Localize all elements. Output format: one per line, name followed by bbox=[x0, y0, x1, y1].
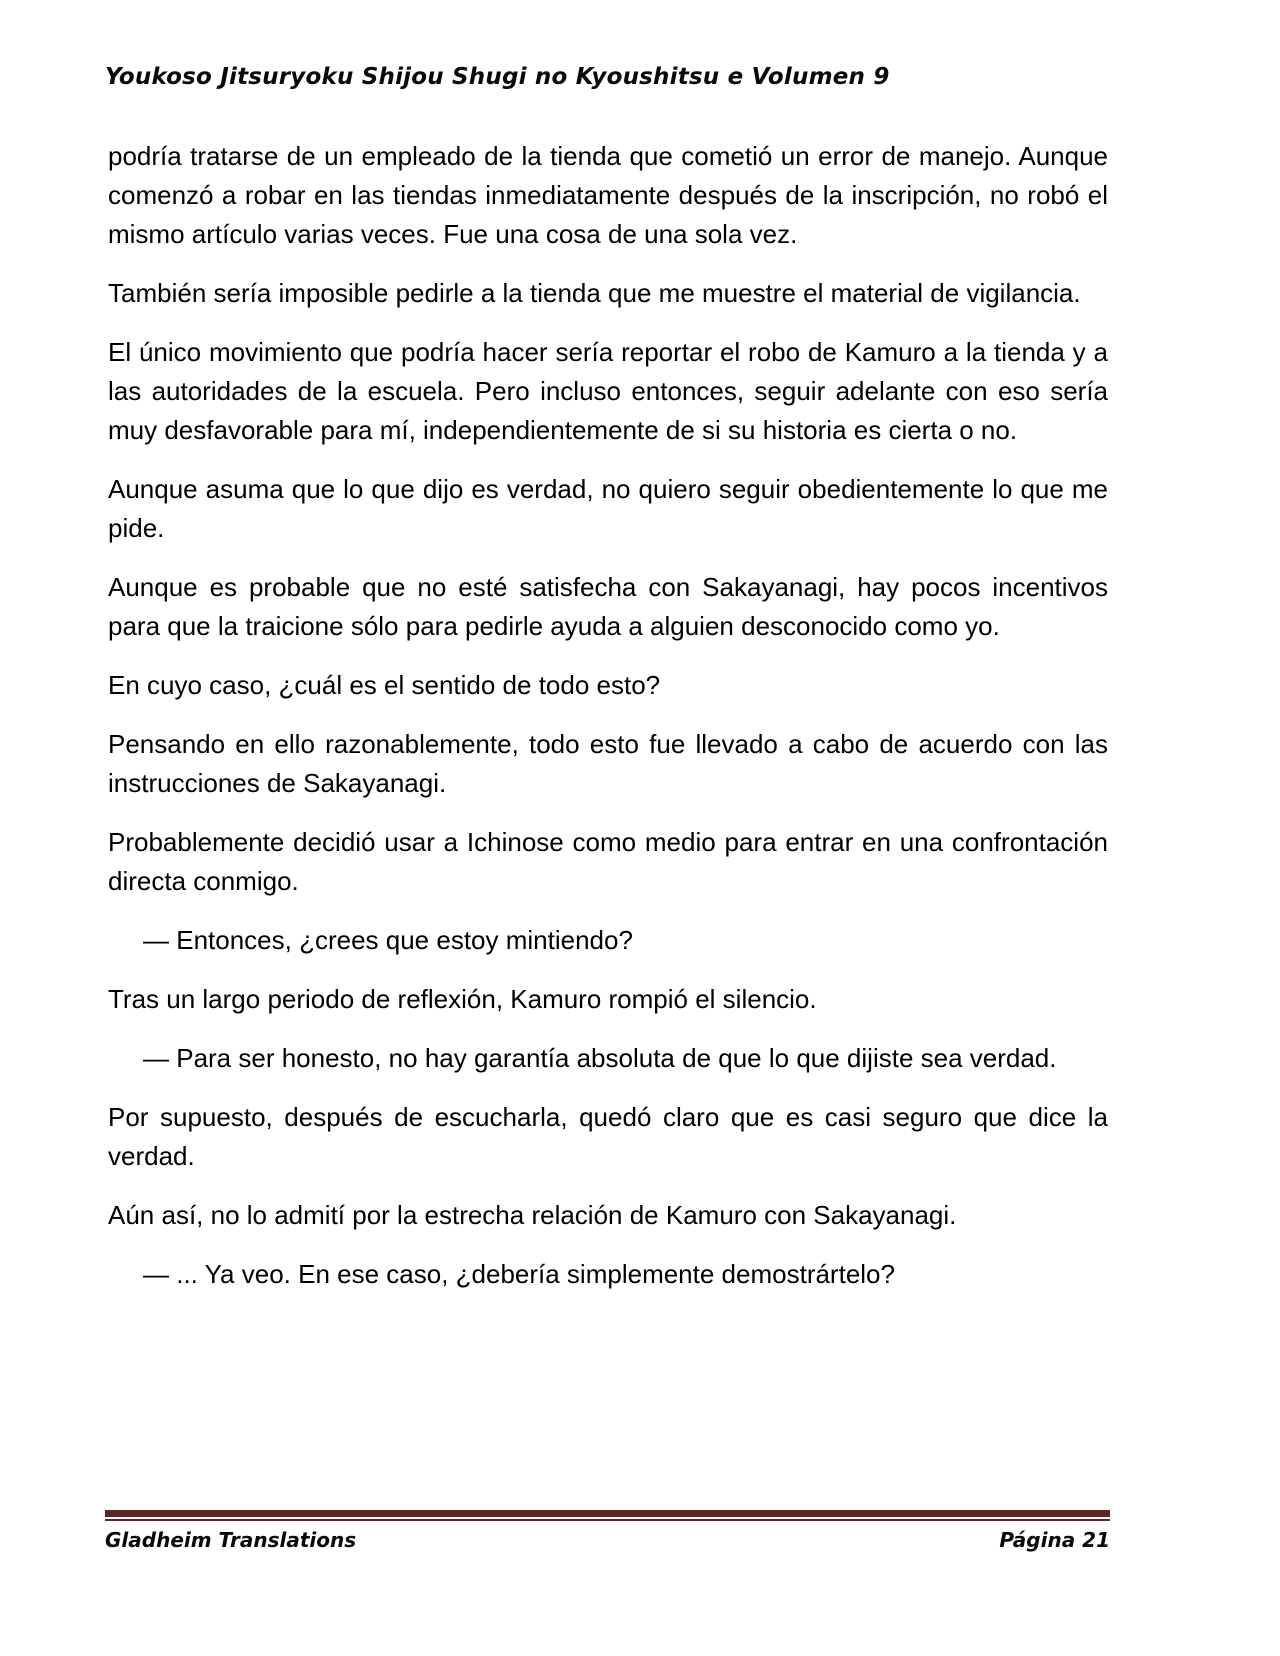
page-header-title: Youkoso Jitsuryoku Shijou Shugi no Kyoushitsu e Volumen 9 bbox=[105, 64, 890, 90]
page-footer bbox=[105, 1510, 1110, 1552]
paragraph-2: También sería imposible pedirle a la tienda que me muestre el material de vigilancia. bbox=[108, 278, 1081, 308]
paragraph-10: Por supuesto, después de escucharla, quedó claro que es casi seguro que dice la verdad. bbox=[108, 1102, 1108, 1171]
paragraph-8: Probablemente decidió usar a Ichinose como medio para entrar en una confrontación directa conmigo. bbox=[108, 827, 1108, 896]
dialogue-line-1: — Entonces, ¿crees que estoy mintiendo? bbox=[143, 925, 633, 955]
footer-translator-credit: Gladheim Translations bbox=[105, 1528, 357, 1552]
footer-text-row bbox=[105, 1521, 1110, 1552]
paragraph-4: Aunque asuma que lo que dijo es verdad, no quiero seguir obedientemente lo que me pide. bbox=[108, 474, 1108, 543]
paragraph-9: Tras un largo periodo de reflexión, Kamuro rompió el silencio. bbox=[108, 984, 817, 1014]
paragraph-5: Aunque es probable que no esté satisfecha con Sakayanagi, hay pocos incentivos para que la traicione sólo para pedirle ayuda a alguien desconocido como yo. bbox=[108, 572, 1108, 641]
footer-rule-thick-bar bbox=[105, 1510, 1110, 1517]
footer-divider-rule bbox=[105, 1510, 1110, 1521]
paragraph-6: En cuyo caso, ¿cuál es el sentido de todo esto? bbox=[108, 670, 661, 700]
paragraph-3: El único movimiento que podría hacer sería reportar el robo de Kamuro a la tienda y a las autoridades de la escuela. Pero incluso entonces, seguir adelante con eso sería muy desfavorable para mí, independientemente de si su historia es cierta o no. bbox=[108, 337, 1108, 445]
document-body bbox=[108, 137, 1108, 1314]
paragraph-7: Pensando en ello razonablemente, todo esto fue llevado a cabo de acuerdo con las instrucciones de Sakayanagi. bbox=[108, 729, 1108, 798]
paragraph-1: podría tratarse de un empleado de la tienda que cometió un error de manejo. Aunque comenzó a robar en las tiendas inmediatamente después de la inscripción, no robó el mismo artículo varias veces. Fue una cosa de una sola vez. bbox=[108, 141, 1108, 249]
footer-page-number: Página 21 bbox=[999, 1528, 1110, 1552]
paragraph-11: Aún así, no lo admití por la estrecha relación de Kamuro con Sakayanagi. bbox=[108, 1200, 957, 1230]
dialogue-line-2: — Para ser honesto, no hay garantía absoluta de que lo que dijiste sea verdad. bbox=[143, 1043, 1057, 1073]
dialogue-line-3: — ... Ya veo. En ese caso, ¿debería simplemente demostrártelo? bbox=[143, 1259, 895, 1289]
